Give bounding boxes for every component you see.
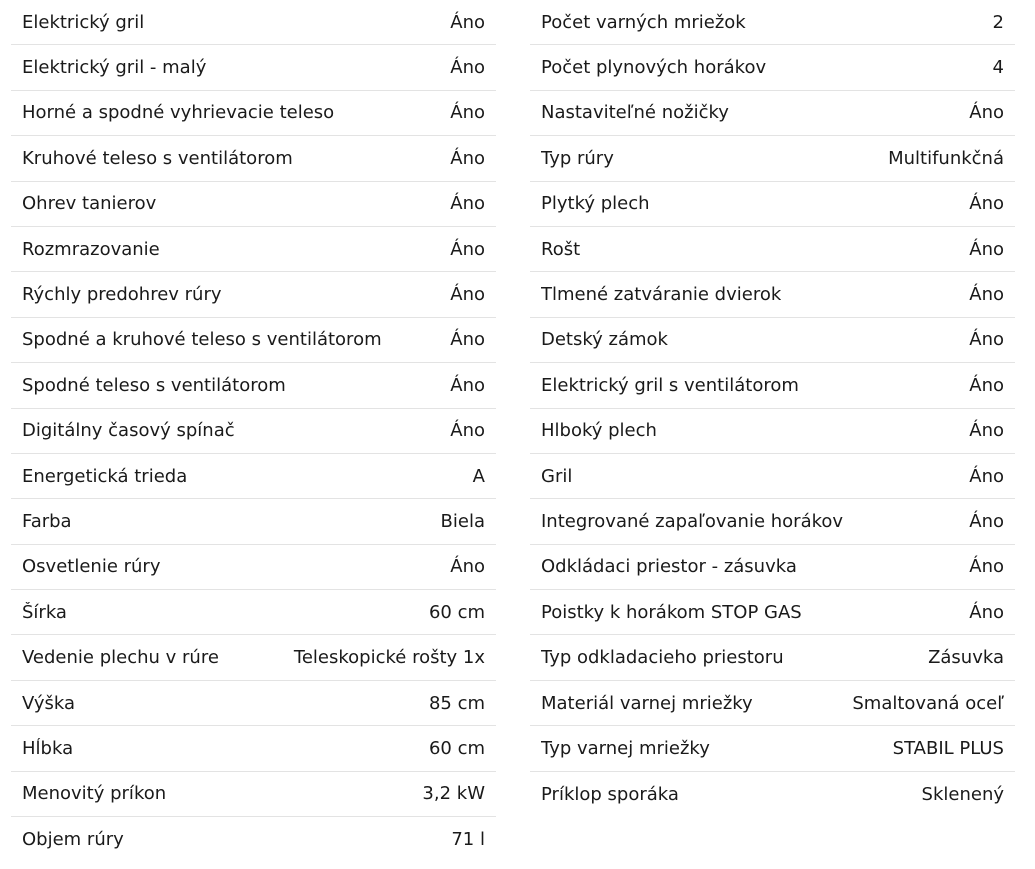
spec-row [530, 635, 1015, 680]
spec-row [530, 499, 1015, 544]
spec-row [11, 318, 496, 363]
spec-row [11, 409, 496, 454]
spec-value: A [472, 465, 485, 487]
spec-row [11, 772, 496, 817]
spec-label: Typ varnej mriežky [541, 737, 710, 759]
spec-value: Zásuvka [928, 647, 1004, 669]
spec-label: Digitálny časový spínač [22, 420, 235, 442]
spec-label: Rozmrazovanie [22, 238, 160, 260]
spec-label: Farba [22, 510, 72, 532]
spec-value: Áno [450, 102, 485, 124]
spec-row [11, 545, 496, 590]
spec-label: Elektrický gril [22, 11, 145, 33]
spec-value: Áno [969, 238, 1004, 260]
spec-label: Šírka [22, 601, 67, 623]
spec-row [530, 454, 1015, 499]
spec-label: Spodné teleso s ventilátorom [22, 374, 286, 396]
spec-label: Osvetlenie rúry [22, 556, 161, 578]
spec-label: Menovitý príkon [22, 783, 167, 805]
spec-label: Počet plynových horákov [541, 57, 767, 79]
spec-label: Typ odkladacieho priestoru [541, 647, 784, 669]
spec-value: 3,2 kW [422, 783, 485, 805]
spec-value: Áno [969, 102, 1004, 124]
spec-label: Hlboký plech [541, 420, 657, 442]
spec-label: Horné a spodné vyhrievacie teleso [22, 102, 335, 124]
spec-row [530, 545, 1015, 590]
spec-value: 71 l [451, 829, 485, 851]
spec-label: Gril [541, 465, 573, 487]
spec-value: Áno [969, 374, 1004, 396]
spec-row [530, 590, 1015, 635]
spec-row [11, 817, 496, 862]
spec-value: Sklenený [921, 783, 1004, 805]
spec-value: Áno [450, 57, 485, 79]
spec-value: 60 cm [428, 601, 485, 623]
spec-value: Biela [440, 510, 485, 532]
spec-label: Integrované zapaľovanie horákov [541, 510, 844, 532]
spec-row [530, 91, 1015, 136]
spec-label: Typ rúry [541, 147, 614, 169]
spec-row [530, 227, 1015, 272]
spec-row [11, 590, 496, 635]
spec-row [11, 45, 496, 90]
spec-value: STABIL PLUS [892, 737, 1004, 759]
spec-value: 60 cm [428, 737, 485, 759]
spec-value: Áno [969, 329, 1004, 351]
spec-value: Áno [969, 465, 1004, 487]
spec-row [11, 454, 496, 499]
spec-row [11, 0, 496, 45]
spec-row [530, 45, 1015, 90]
spec-row [530, 681, 1015, 726]
spec-label: Elektrický gril s ventilátorom [541, 374, 799, 396]
spec-value: Áno [450, 193, 485, 215]
spec-label: Elektrický gril - malý [22, 57, 207, 79]
spec-value: Áno [450, 329, 485, 351]
spec-row [530, 318, 1015, 363]
spec-value: Áno [969, 193, 1004, 215]
spec-row [530, 0, 1015, 45]
spec-row [11, 499, 496, 544]
spec-label: Odkládaci priestor - zásuvka [541, 556, 797, 578]
spec-label: Detský zámok [541, 329, 668, 351]
spec-label: Spodné a kruhové teleso s ventilátorom [22, 329, 382, 351]
spec-column-right [530, 0, 1015, 817]
spec-row [11, 227, 496, 272]
spec-label: Rýchly predohrev rúry [22, 284, 222, 306]
spec-row [11, 726, 496, 771]
spec-value: 4 [992, 57, 1004, 79]
spec-label: Kruhové teleso s ventilátorom [22, 147, 293, 169]
spec-label: Objem rúry [22, 829, 124, 851]
spec-label: Vedenie plechu v rúre [22, 647, 219, 669]
spec-column-left [11, 0, 496, 862]
spec-value: Áno [969, 284, 1004, 306]
spec-value: Teleskopické rošty 1x [293, 647, 485, 669]
spec-value: Áno [450, 374, 485, 396]
spec-value: 85 cm [428, 692, 485, 714]
spec-row [11, 272, 496, 317]
spec-row [11, 182, 496, 227]
spec-value: Áno [450, 11, 485, 33]
spec-label: Počet varných mriežok [541, 11, 746, 33]
spec-value: Áno [450, 420, 485, 442]
spec-row [11, 681, 496, 726]
spec-value: Smaltovaná oceľ [852, 692, 1004, 714]
spec-row [530, 182, 1015, 227]
spec-row [11, 91, 496, 136]
spec-row [530, 363, 1015, 408]
spec-value: Áno [969, 420, 1004, 442]
spec-value: Áno [450, 147, 485, 169]
spec-label: Materiál varnej mriežky [541, 692, 753, 714]
spec-row [530, 409, 1015, 454]
spec-label: Poistky k horákom STOP GAS [541, 601, 802, 623]
spec-label: Výška [22, 692, 75, 714]
spec-row [11, 363, 496, 408]
spec-label: Hĺbka [22, 737, 74, 759]
spec-row [530, 136, 1015, 181]
spec-label: Energetická trieda [22, 465, 188, 487]
spec-value: Áno [969, 601, 1004, 623]
spec-row [11, 635, 496, 680]
spec-label: Ohrev tanierov [22, 193, 157, 215]
spec-row [11, 136, 496, 181]
spec-value: Áno [450, 238, 485, 260]
spec-value: 2 [992, 11, 1004, 33]
spec-label: Plytký plech [541, 193, 650, 215]
spec-label: Tlmené zatváranie dvierok [541, 284, 782, 306]
spec-row [530, 726, 1015, 771]
spec-label: Príklop sporáka [541, 783, 679, 805]
spec-row [530, 272, 1015, 317]
spec-label: Rošt [541, 238, 581, 260]
spec-value: Áno [969, 510, 1004, 532]
spec-value: Áno [969, 556, 1004, 578]
spec-value: Áno [450, 556, 485, 578]
spec-label: Nastaviteľné nožičky [541, 102, 729, 124]
spec-row [530, 772, 1015, 817]
spec-value: Multifunkčná [888, 147, 1004, 169]
spec-value: Áno [450, 284, 485, 306]
